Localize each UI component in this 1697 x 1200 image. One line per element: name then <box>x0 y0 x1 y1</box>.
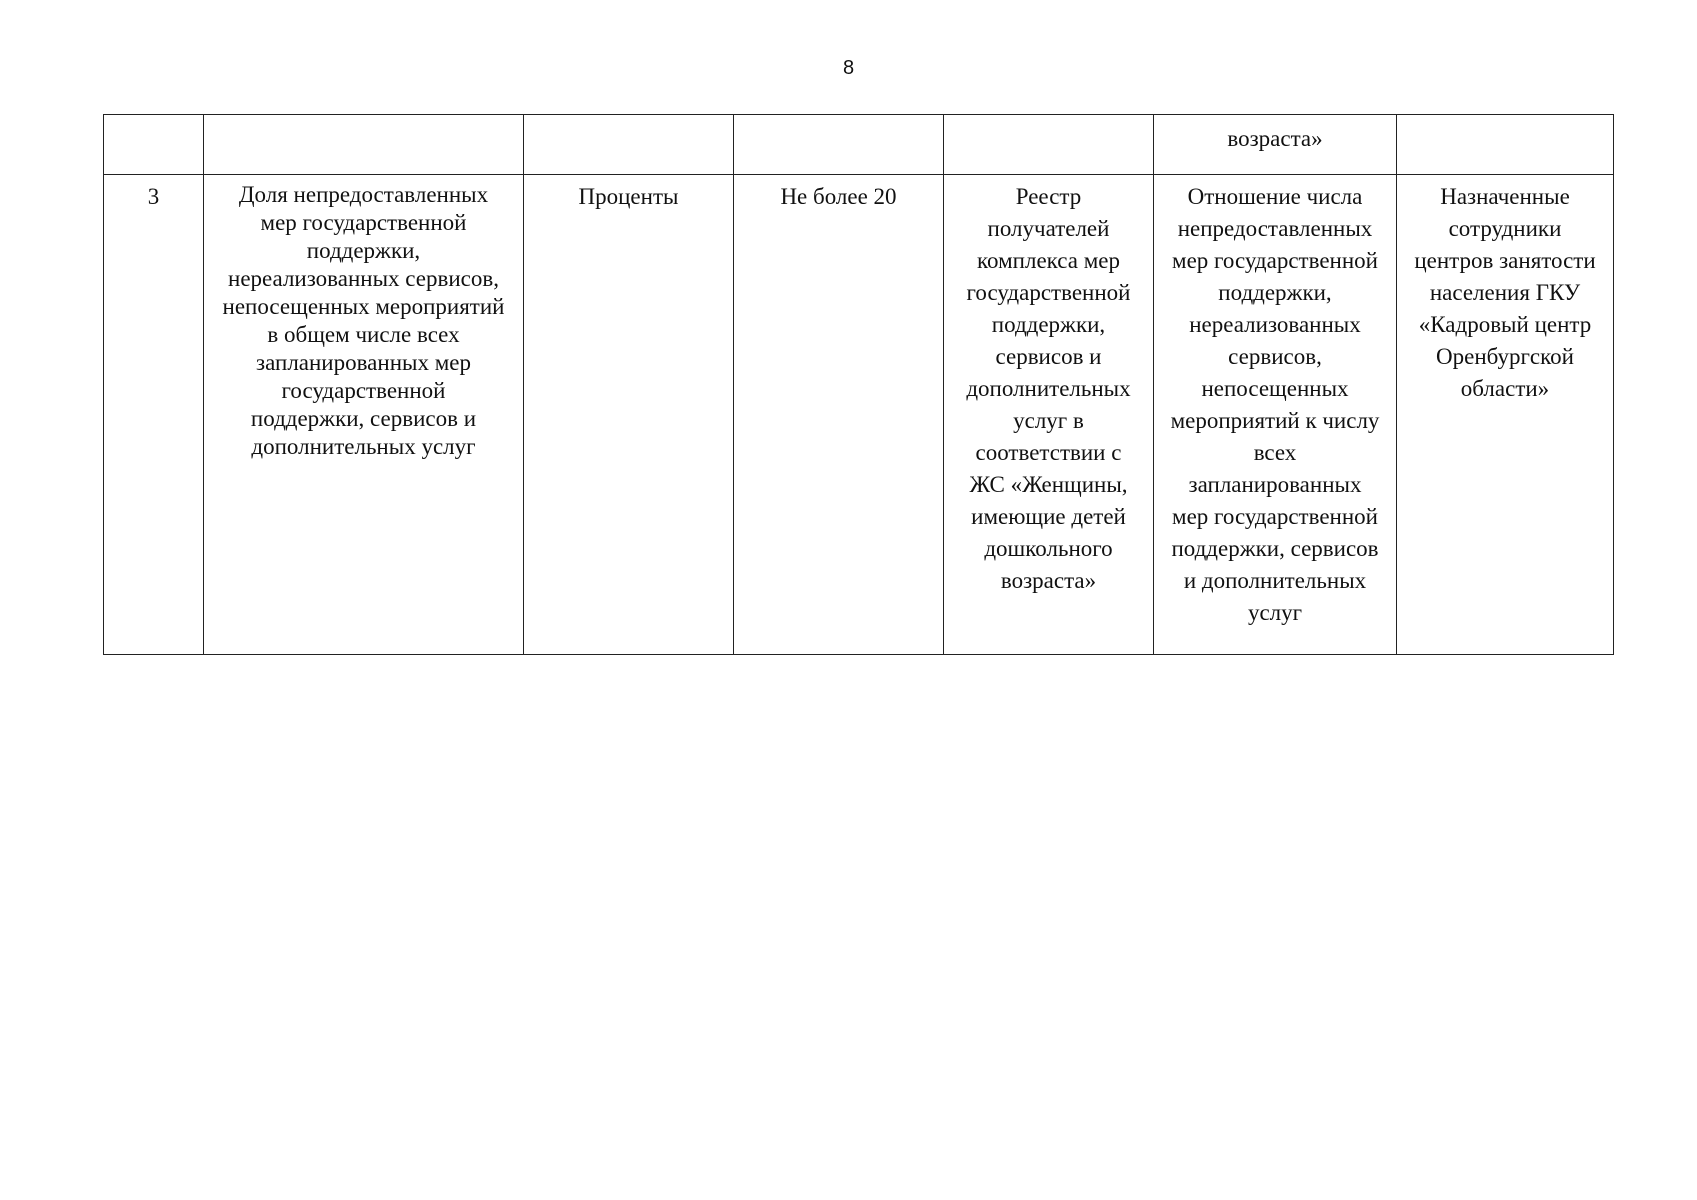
indicator-line: непосещенных мероприятий <box>222 294 505 319</box>
cell-indicator <box>204 115 524 175</box>
method-line: мероприятий к числу <box>1170 408 1380 433</box>
responsible-line: Оренбургской <box>1436 344 1574 369</box>
method-line: поддержки, <box>1218 280 1332 305</box>
cell-method <box>1154 175 1397 655</box>
indicator-line: государственной <box>281 378 446 403</box>
cell-target <box>734 175 944 655</box>
indicator-line: нереализованных сервисов, <box>228 266 499 291</box>
page-number: 8 <box>842 57 855 79</box>
indicator-line: поддержки, сервисов и <box>250 406 477 431</box>
method-line: непредоставленных <box>1177 216 1373 241</box>
method-line: мер государственной <box>1172 248 1378 273</box>
method-line: непосещенных <box>1201 376 1349 401</box>
method-line: и дополнительных <box>1183 568 1367 593</box>
source-line: поддержки, <box>991 312 1106 337</box>
cell-number <box>104 175 204 655</box>
cell-number <box>104 115 204 175</box>
source-line: комплекса мер <box>977 248 1120 273</box>
indicator-line: дополнительных услуг <box>251 434 476 459</box>
cell-unit <box>524 175 734 655</box>
source-line: Реестр <box>1015 184 1082 209</box>
indicator-line: Доля непредоставленных <box>238 182 489 207</box>
source-line: услуг в <box>1013 408 1084 433</box>
method-line: поддержки, сервисов <box>1171 536 1379 561</box>
cell-unit <box>524 115 734 175</box>
source-line: дополнительных <box>966 376 1131 401</box>
responsible-line: населения ГКУ <box>1429 280 1581 305</box>
responsible-line: сотрудники <box>1448 216 1562 241</box>
source-line: сервисов и <box>995 344 1102 369</box>
cell-indicator <box>204 175 524 655</box>
cell-responsible <box>1397 175 1614 655</box>
indicator-table <box>103 114 1614 655</box>
method-line: Отношение числа <box>1187 184 1363 209</box>
target-value: Не более 20 <box>780 184 897 209</box>
cell-responsible <box>1397 115 1614 175</box>
method-line: всех <box>1253 440 1297 465</box>
method-line: запланированных <box>1188 472 1362 497</box>
indicator-line: запланированных мер <box>256 350 471 375</box>
method-line: услуг <box>1247 600 1303 625</box>
responsible-line: «Кадровый центр <box>1418 312 1592 337</box>
cell-method <box>1154 115 1397 175</box>
indicator-line: поддержки, <box>306 238 421 263</box>
cell-source <box>944 175 1154 655</box>
source-line: дошкольного <box>984 536 1113 561</box>
unit-value: Проценты <box>578 184 679 209</box>
source-line: имеющие детей <box>971 504 1126 529</box>
table-row-continuation <box>104 115 1614 175</box>
source-line: ЖС «Женщины, <box>969 472 1128 497</box>
method-line: нереализованных <box>1189 312 1361 337</box>
responsible-line: области» <box>1460 376 1550 401</box>
cell-source <box>944 115 1154 175</box>
table-row <box>104 175 1614 655</box>
source-line: государственной <box>966 280 1131 305</box>
method-line: мер государственной <box>1172 504 1378 529</box>
source-line: возраста» <box>1000 568 1097 593</box>
method-line: возраста» <box>1227 126 1323 151</box>
method-line: сервисов, <box>1228 344 1322 369</box>
row-number: 3 <box>147 184 160 209</box>
responsible-line: центров занятости <box>1414 248 1596 273</box>
responsible-line: Назначенные <box>1440 184 1570 209</box>
indicator-line: в общем числе всех <box>267 322 460 347</box>
indicator-line: мер государственной <box>260 210 467 235</box>
source-line: получателей <box>987 216 1110 241</box>
cell-target <box>734 115 944 175</box>
source-line: соответствии с <box>975 440 1122 465</box>
